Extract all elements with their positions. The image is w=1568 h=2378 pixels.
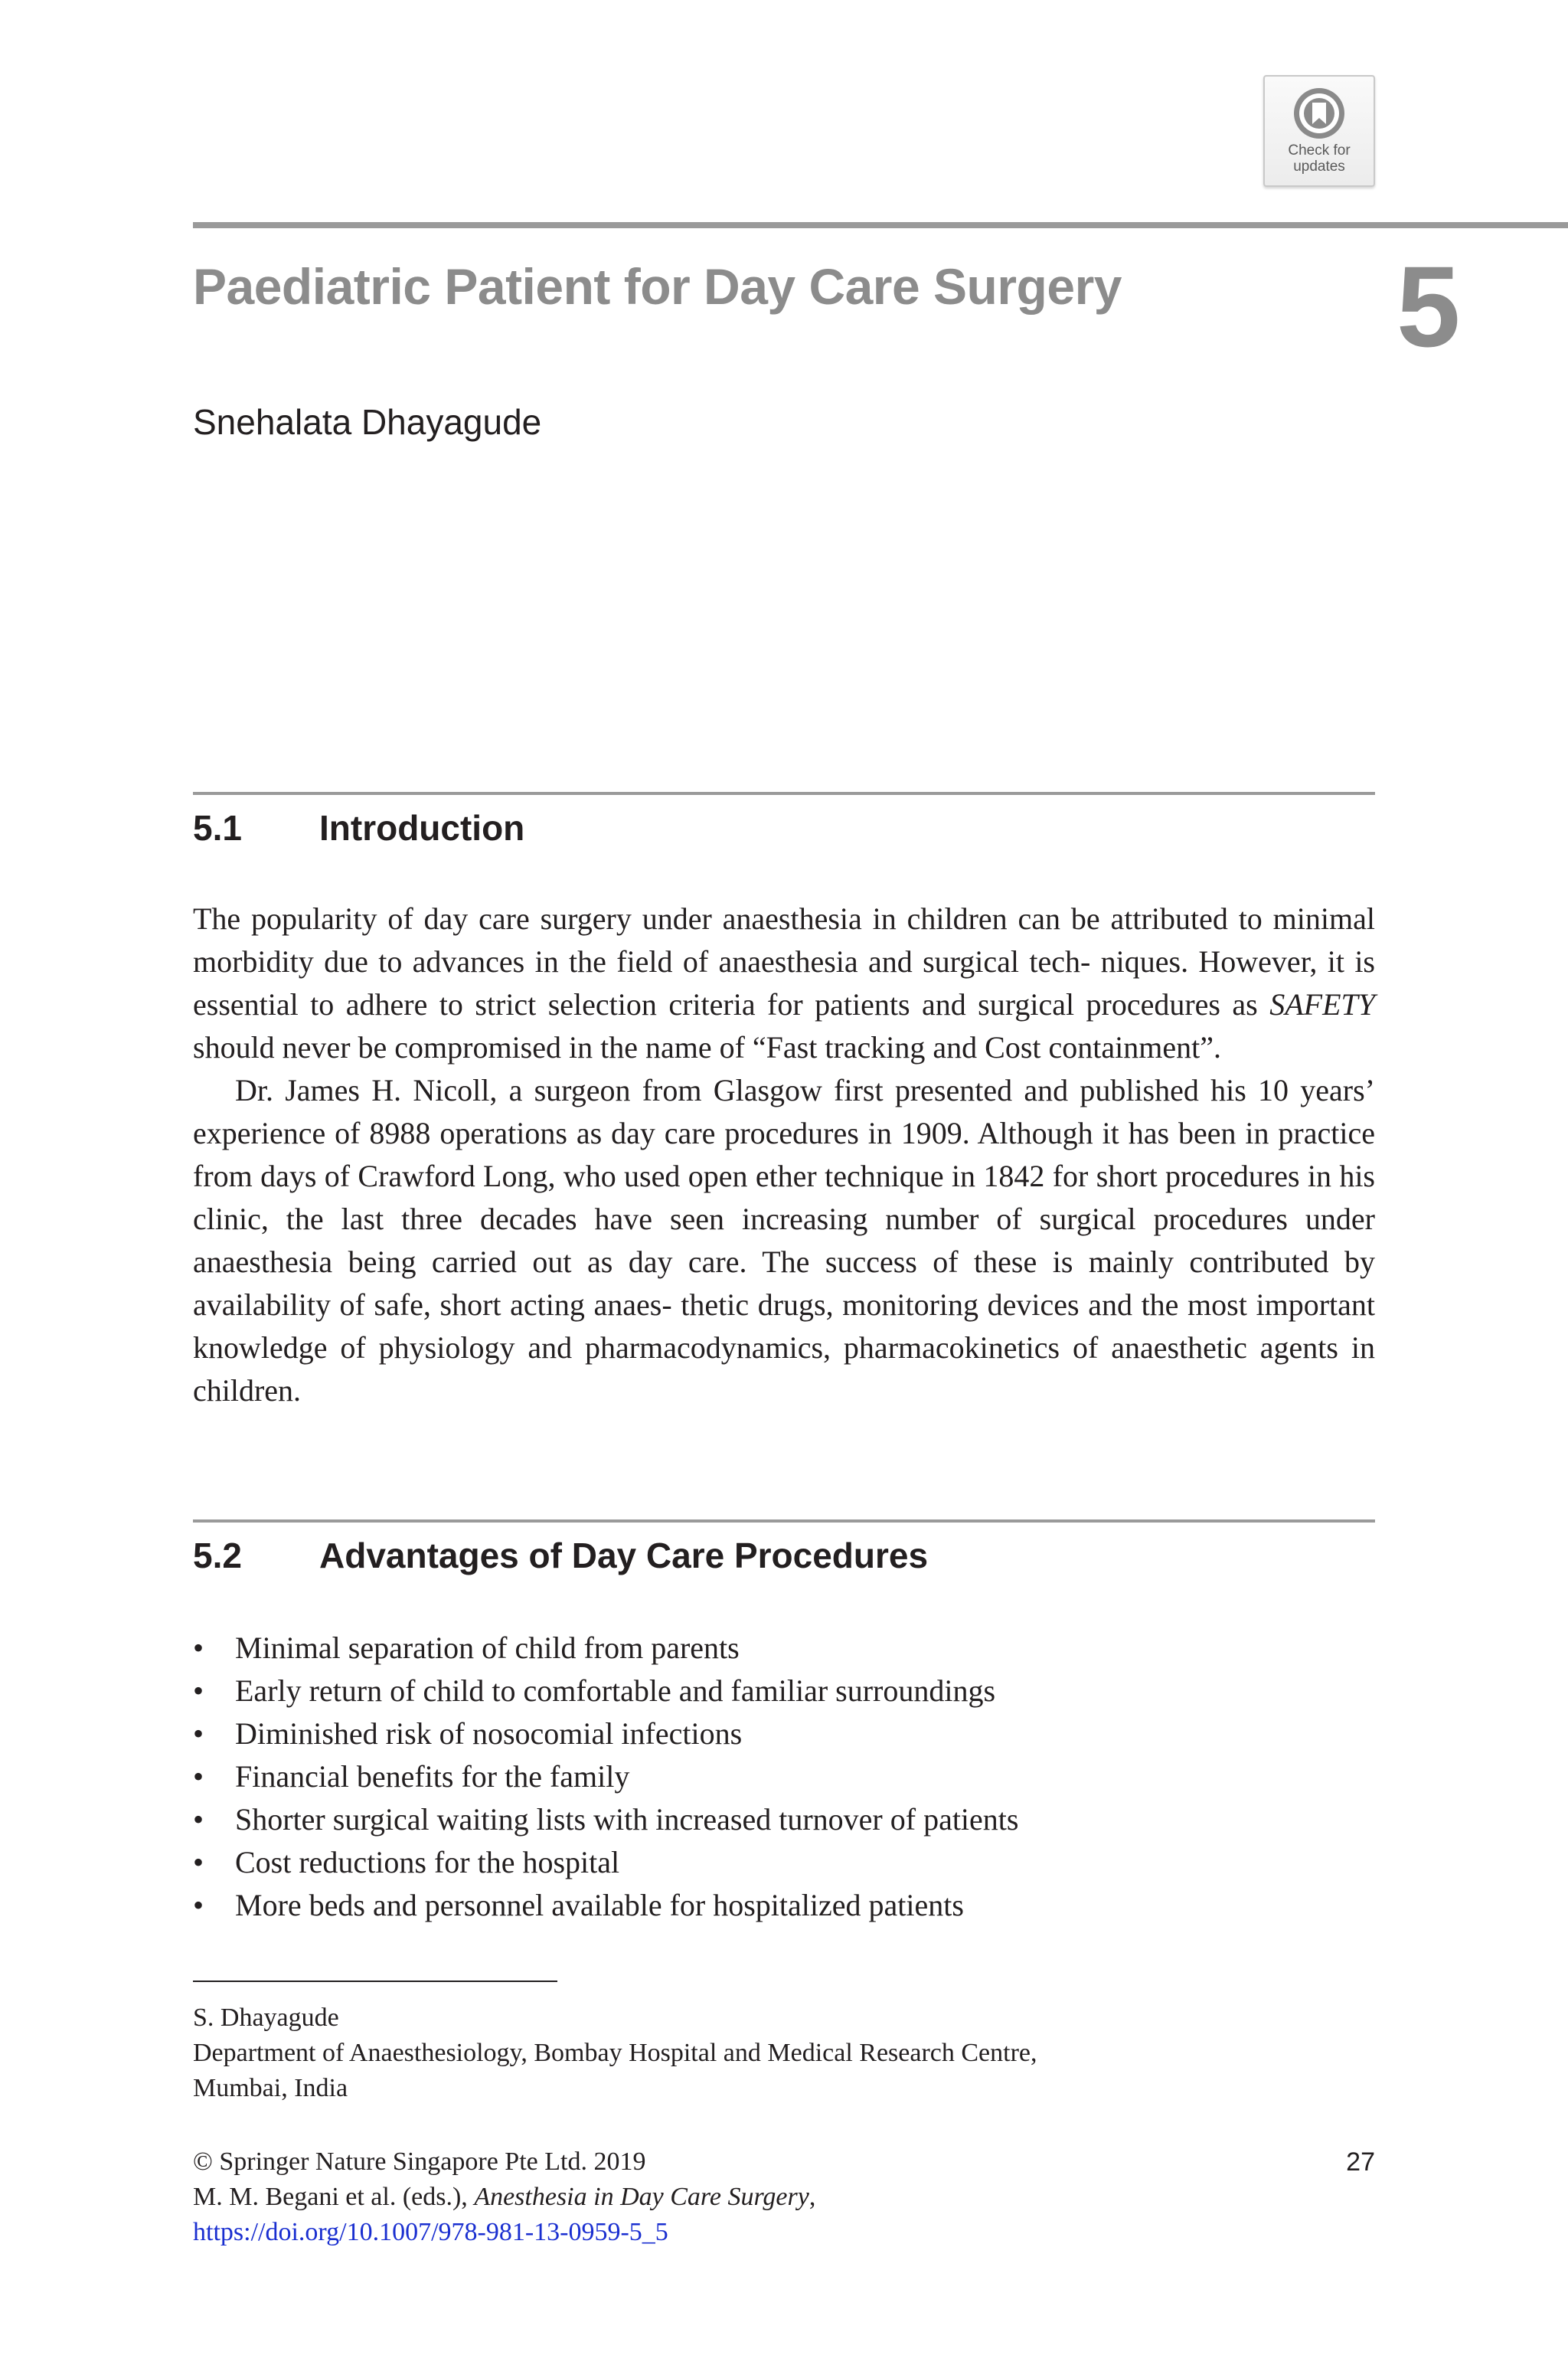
- list-item: • Shorter surgical waiting lists with increased turnover of patients: [193, 1798, 1375, 1841]
- section-2-heading: [193, 1535, 928, 1576]
- section-1-rule: [193, 792, 1375, 795]
- affiliation-department: Department of Anaesthesiology, Bombay Hospital and Medical Research Centre,: [193, 2039, 1037, 2067]
- list-item: • Financial benefits for the family: [193, 1755, 1375, 1798]
- list-item: • More beds and personnel available for hospitalized patients: [193, 1884, 1375, 1927]
- chapter-title: Paediatric Patient for Day Care Surgery: [193, 258, 1122, 315]
- citation-editors: M. M. Begani et al. (eds.),: [193, 2183, 475, 2211]
- paragraph-1-text: The popularity of day care surgery under anaesthesia in children can be attributed to minimal morbidity due to advances in the field of anaesthesia and surgical tech- niques. However, it is essential to adhere to strict selection criteria for patients and surgical procedures as: [193, 901, 1375, 1022]
- citation-book-title: Anesthesia in Day Care Surgery: [474, 2183, 809, 2211]
- page-number: 27: [1346, 2147, 1375, 2177]
- crossmark-icon: [1292, 86, 1347, 141]
- affiliation-name: S. Dhayagude: [193, 2003, 339, 2032]
- list-item: • Early return of child to comfortable and familiar surroundings: [193, 1670, 1375, 1712]
- section-1-paragraph-2: Dr. James H. Nicoll, a surgeon from Glasgow first presented and published his 10 years’ experience of 8988 operations as day care procedures in 1909. Although it has been in practice from days of Crawford Long, who used open ether technique in 1842 for short procedures in his clinic, the last three decades have seen increasing number of surgical procedures under anaesthesia being carried out as day care. The success of these is mainly contributed by availability of safe, short acting anaes- thetic drugs, monitoring devices and the most important knowledge of physiology and pharmacodynamics, pharmacokinetics of anaesthetic agents in children.: [193, 1073, 1375, 1408]
- advantages-list: [193, 1627, 1375, 1927]
- chapter-top-rule: [193, 222, 1568, 228]
- section-2-rule: [193, 1519, 1375, 1523]
- footnote-rule: [193, 1981, 557, 1982]
- doi-link[interactable]: https://doi.org/10.1007/978-981-13-0959-5_5: [193, 2218, 668, 2246]
- section-1-heading: [193, 807, 524, 849]
- list-item: • Cost reductions for the hospital: [193, 1841, 1375, 1884]
- section-2-number: 5.2: [193, 1536, 242, 1575]
- copyright-line: © Springer Nature Singapore Pte Ltd. 2019: [193, 2147, 646, 2176]
- section-1-body: [193, 898, 1375, 1412]
- author-affiliation: [193, 2000, 1037, 2106]
- check-for-updates-badge[interactable]: [1263, 75, 1375, 187]
- list-item: • Minimal separation of child from parents: [193, 1627, 1375, 1670]
- publication-footer: [193, 2144, 815, 2250]
- badge-line-1: Check for: [1288, 142, 1351, 159]
- section-1-title: Introduction: [319, 808, 525, 848]
- chapter-number: 5: [1396, 242, 1461, 371]
- section-1-paragraph-1: [193, 898, 1375, 1069]
- section-2-title: Advantages of Day Care Procedures: [319, 1536, 929, 1575]
- citation-line: [193, 2180, 815, 2215]
- badge-label: [1265, 142, 1374, 175]
- safety-emphasis: SAFETY: [1269, 987, 1375, 1022]
- citation-suffix: ,: [808, 2183, 816, 2211]
- section-1-number: 5.1: [193, 808, 242, 848]
- badge-line-2: updates: [1293, 159, 1345, 175]
- affiliation-city: Mumbai, India: [193, 2074, 348, 2102]
- paragraph-1-text-end: should never be compromised in the name of “Fast tracking and Cost containment”.: [193, 1030, 1221, 1065]
- chapter-author: Snehalata Dhayagude: [193, 402, 542, 442]
- list-item: • Diminished risk of nosocomial infections: [193, 1712, 1375, 1755]
